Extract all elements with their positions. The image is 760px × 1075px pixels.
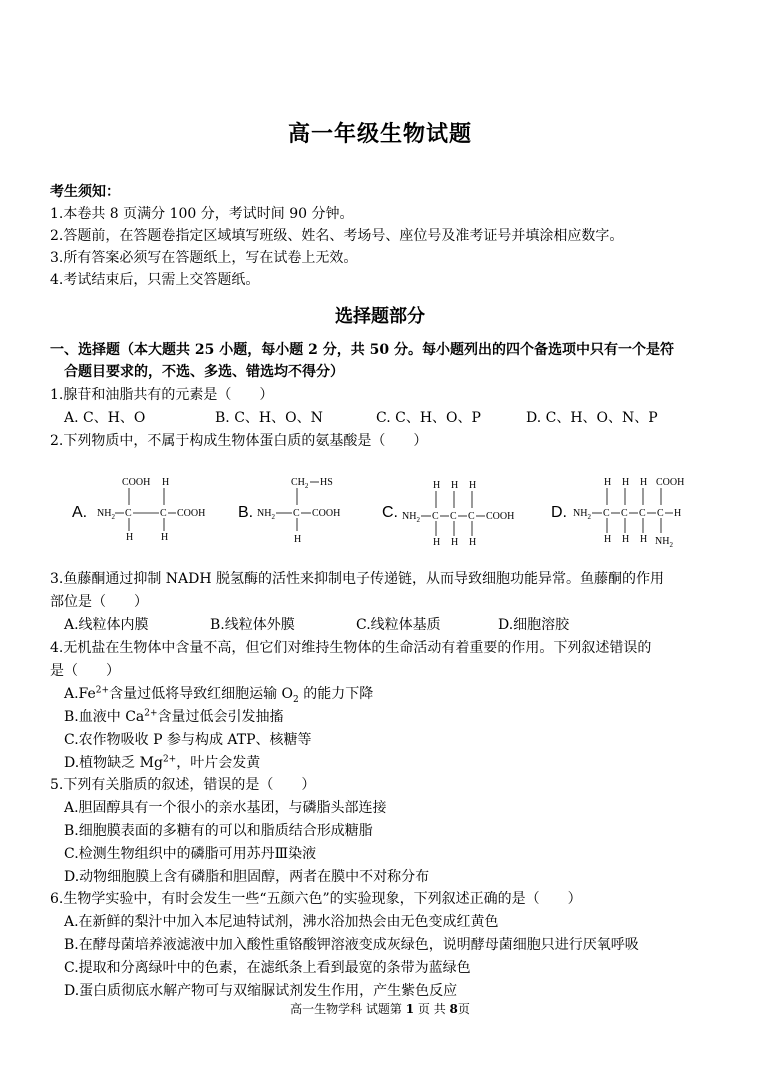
page-footer: 高一生物学科 试题第 1 页 共 8页 [290,1002,470,1016]
q5-option-c: C.检测生物组织中的磷脂可用苏丹Ⅲ染液 [64,846,317,862]
svg-text:H: H [674,508,682,519]
svg-text:COOH: COOH [656,477,685,488]
svg-text:NH2: $NH_2$ [402,511,420,524]
q1-option-c: C. C、H、O、P [376,410,481,426]
svg-text:C: C [450,511,457,522]
q1-stem: 1.腺苷和油脂共有的元素是（ ） [50,387,274,403]
q3-option-c: C.线粒体基质 [356,617,441,633]
svg-text:NH2: $NH_2$ [257,508,275,521]
q4-option-a: $A.Fe^{2+}$含量过低将导致红细胞运输 $O_2$ 的能力下降 [64,685,374,705]
svg-text:H: H [469,480,477,491]
svg-text:H: H [162,477,170,488]
svg-text:COOH: COOH [312,508,341,519]
svg-text:H: H [640,477,648,488]
svg-text:C: C [125,508,132,519]
q4-option-c: C.农作物吸收 P 参与构成 ATP、核糖等 [64,732,312,748]
svg-text:C: C [621,508,628,519]
q6-option-a: A.在新鲜的梨汁中加入本尼迪特试剂，沸水浴加热会由无色变成红黄色 [64,914,499,930]
q4-option-b: B.血液中 $Ca^{2+}$含量过低会引发抽搐 [64,708,284,725]
structure-b [238,470,368,554]
svg-text:HS: HS [320,477,333,488]
q3-option-a: A.线粒体内膜 [64,617,149,633]
svg-text:H: H [451,537,459,548]
svg-text:H: H [433,480,441,491]
q6-option-c: C.提取和分离绿叶中的色素，在滤纸条上看到最宽的条带为蓝绿色 [64,960,471,976]
svg-text:C: C [468,511,475,522]
svg-text:H: H [469,537,477,548]
q6-stem: 6.生物学实验中，有时会发生一些“五颜六色”的实验现象，下列叙述正确的是（ ） [50,891,582,907]
svg-text:C: C [639,508,646,519]
svg-text:H: H [604,534,612,545]
structure-c-letter: C. [382,504,398,521]
svg-text:C: C [603,508,610,519]
svg-text:CH2: $CH_2$ [291,477,309,490]
structure-c [382,470,532,554]
svg-text:H: H [161,532,169,543]
svg-text:H: H [294,534,302,545]
notice-item-1: 1.本卷共 8 页满分 100 分，考试时间 90 分钟。 [50,206,354,222]
structure-d-letter: D. [551,504,567,521]
structure-a-letter: A. [72,504,88,521]
svg-text:NH2: $NH_2$ [655,536,673,549]
svg-text:H: H [604,477,612,488]
q3-option-b: B.线粒体外膜 [210,617,295,633]
structure-a [72,470,222,554]
q5-option-a: A.胆固醇具有一个很小的亲水基团，与磷脂头部连接 [64,800,387,816]
q4-stem-line2: 是（ ） [50,663,120,679]
page-title: 高一年级生物试题 [287,121,472,147]
svg-text:H: H [640,534,648,545]
svg-text:C: C [160,508,167,519]
notice-item-3: 3.所有答案必须写在答题纸上，写在试卷上无效。 [50,250,358,266]
q1-option-b: B. C、H、O、N [215,410,323,426]
q5-option-b: B.细胞膜表面的多糖有的可以和脂质结合形成糖脂 [64,823,373,839]
notice-item-4: 4.考试结束后，只需上交答题纸。 [50,272,260,288]
section-title: 选择题部分 [335,306,425,327]
svg-text:NH2: $NH_2$ [97,508,115,521]
q6-option-b: B.在酵母菌培养液滤液中加入酸性重铬酸钾溶液变成灰绿色，说明酵母菌细胞只进行厌氧呼吸 [64,937,639,953]
q5-option-d: D.动物细胞膜上含有磷脂和胆固醇，两者在膜中不对称分布 [64,869,430,885]
svg-text:C: C [293,508,300,519]
svg-text:C: C [657,508,664,519]
svg-text:H: H [433,537,441,548]
svg-text:COOH: COOH [486,511,515,522]
q3-stem-line1: 3.鱼藤酮通过抑制 NADH 脱氢酶的活性来抑制电子传递链，从而导致细胞功能异常。鱼藤酮的作用 [50,571,665,587]
svg-text:COOH: COOH [177,508,206,519]
svg-text:NH2: $NH_2$ [573,508,591,521]
q4-stem-line1: 4.无机盐在生物体中含量不高，但它们对维持生物体的生命活动有着重要的作用。下列叙述错误的 [50,640,652,656]
q1-option-d: D. C、H、O、N、P [526,410,658,426]
svg-text:H: H [622,534,630,545]
q5-stem: 5.下列有关脂质的叙述，错误的是（ ） [50,777,316,793]
q3-option-d: D.细胞溶胶 [498,617,570,633]
part-heading-line1: 一、选择题（本大题共 25 小题，每小题 2 分，共 50 分。每小题列出的四个备选项中只有一个是符 [50,342,674,358]
q6-option-d: D.蛋白质彻底水解产物可与双缩脲试剂发生作用，产生紫色反应 [64,983,458,999]
svg-text:H: H [126,532,134,543]
structure-d [551,470,701,559]
q4-option-d: D.植物缺乏 $Mg^{2+}$，叶片会发黄 [64,754,261,771]
svg-text:H: H [622,477,630,488]
part-heading-line2: 合题目要求的，不选、多选、错选均不得分） [64,364,344,380]
svg-text:C: C [432,511,439,522]
structure-b-letter: B. [238,504,254,521]
q3-stem-line2: 部位是（ ） [50,594,148,610]
notice-item-2: 2.答题前，在答题卷指定区域填写班级、姓名、考场号、座位号及准考证号并填涂相应数字。 [50,228,624,244]
q2-stem: 2.下列物质中，不属于构成生物体蛋白质的氨基酸是（ ） [50,433,428,449]
svg-text:H: H [451,480,459,491]
q1-option-a: A. C、H、O [64,410,146,426]
svg-text:COOH: COOH [122,477,151,488]
notice-heading: 考生须知： [50,184,120,200]
